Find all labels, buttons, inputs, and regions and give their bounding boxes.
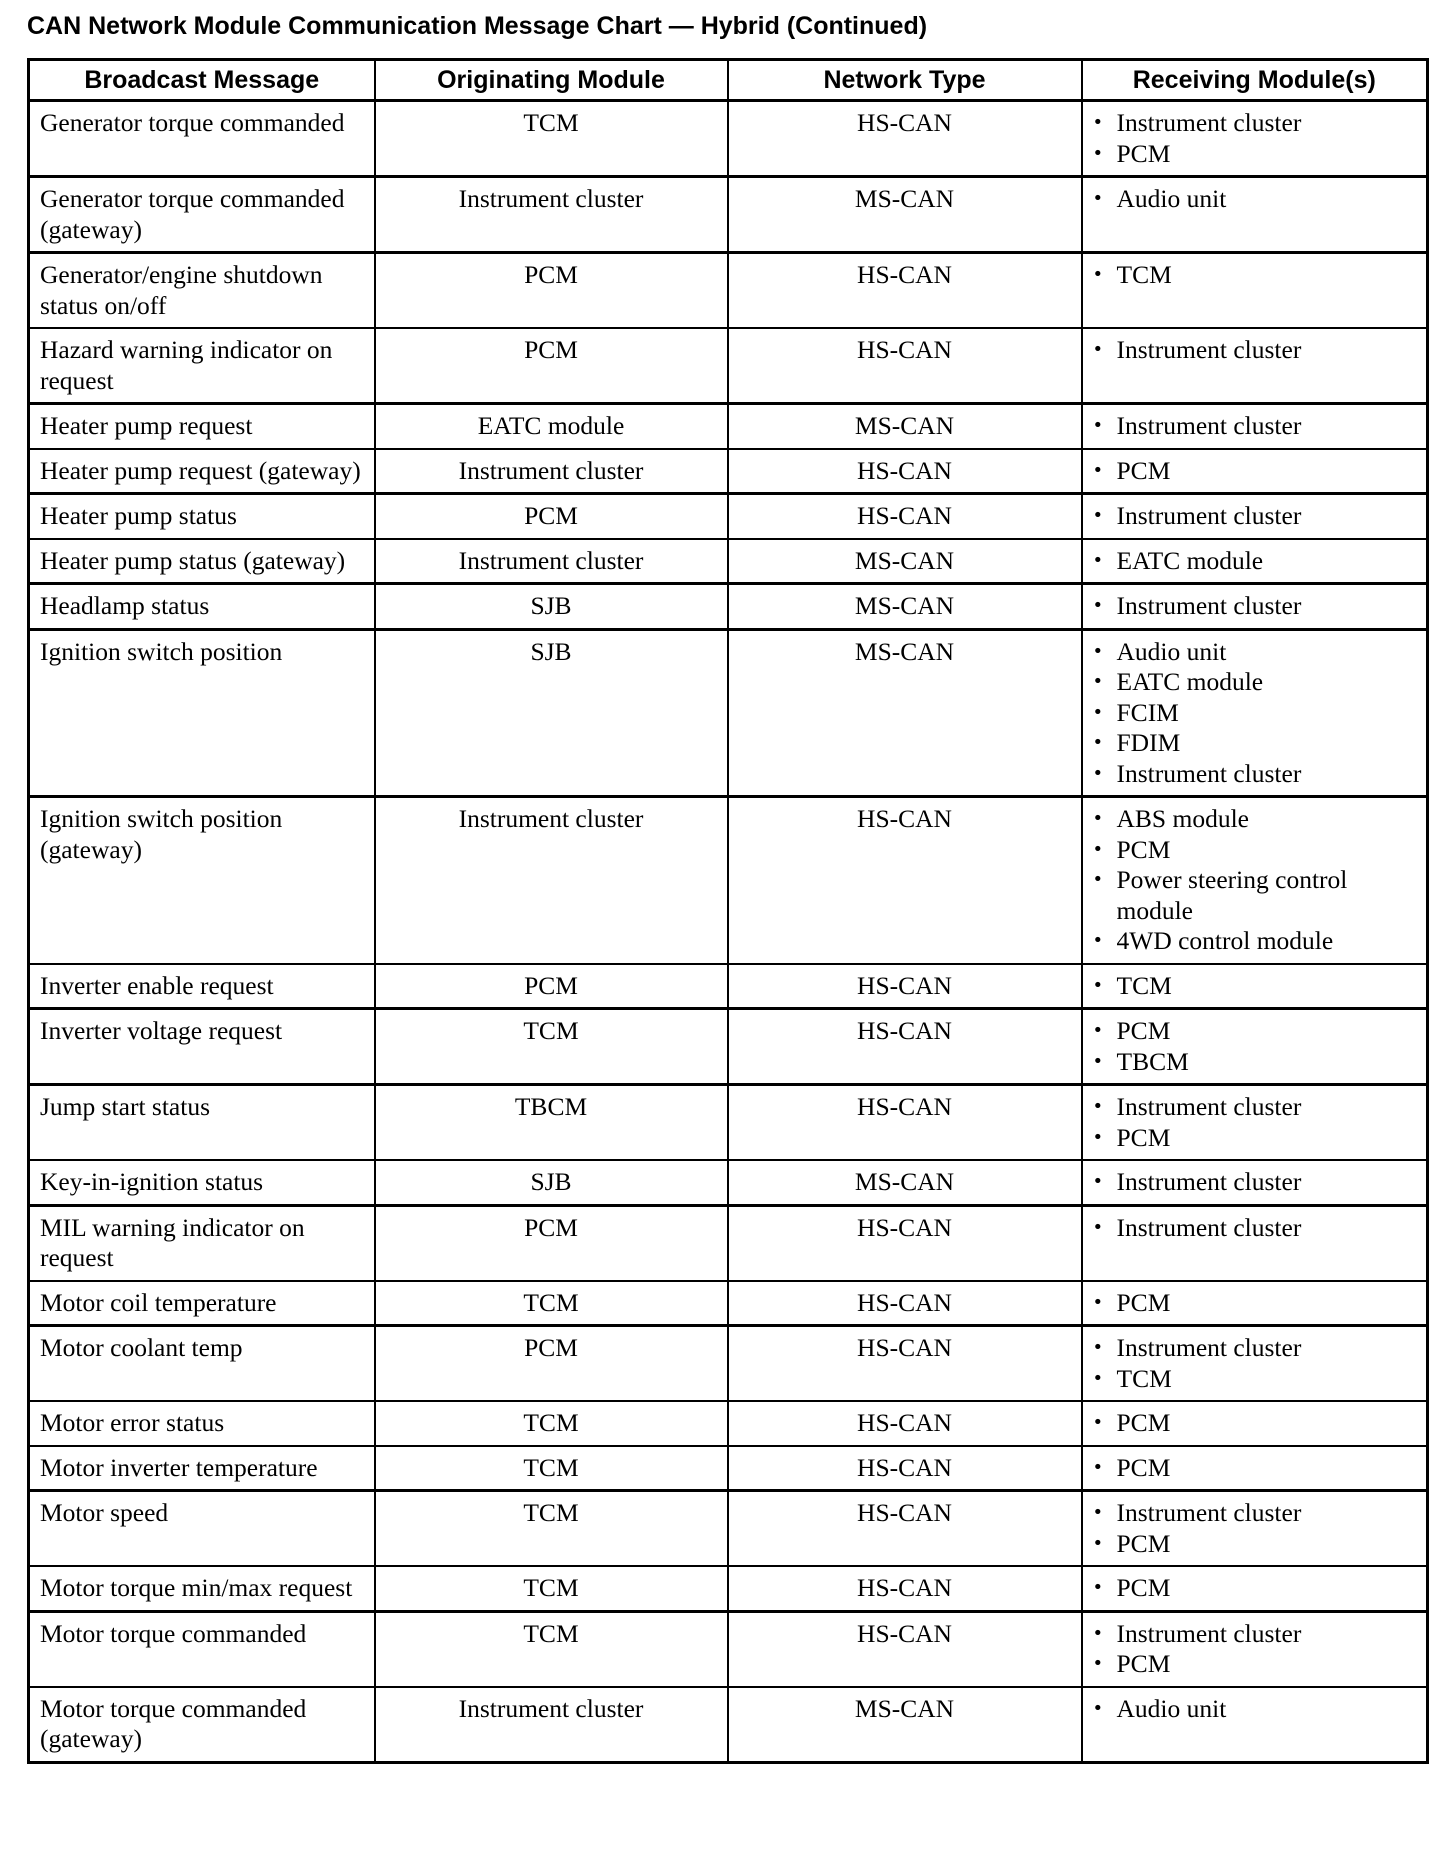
- broadcast-message-cell: Ignition switch position (gateway): [29, 797, 375, 964]
- originating-module-cell: SJB: [375, 629, 728, 797]
- receiving-module-item: [1093, 1288, 1417, 1319]
- receiving-modules-list: [1093, 1333, 1417, 1394]
- broadcast-message-cell: Generator torque commanded: [29, 101, 375, 177]
- bullet-icon: •: [1092, 505, 1104, 526]
- bullet-icon: •: [1092, 549, 1104, 571]
- table-row: [29, 584, 1428, 630]
- receiving-modules-list: [1093, 1453, 1417, 1484]
- bullet-icon: •: [1092, 1653, 1104, 1674]
- receiving-module-label: PCM: [1116, 1452, 1171, 1482]
- originating-module-cell: TBCM: [375, 1085, 728, 1161]
- broadcast-message-cell: Motor coolant temp: [29, 1326, 375, 1402]
- receiving-modules-list: [1093, 260, 1417, 291]
- receiving-module-item: [1093, 926, 1417, 957]
- network-type-cell: HS-CAN: [728, 797, 1082, 964]
- table-row: [29, 177, 1428, 253]
- table-row: [29, 449, 1428, 494]
- bullet-icon: •: [1092, 142, 1104, 164]
- originating-module-cell: TCM: [375, 101, 728, 177]
- receiving-module-item: [1093, 1529, 1417, 1560]
- network-type-cell: HS-CAN: [728, 1446, 1082, 1491]
- receiving-module-label: TCM: [1116, 260, 1172, 289]
- bullet-icon: •: [1092, 112, 1104, 133]
- receiving-modules-cell: [1082, 449, 1428, 494]
- bullet-icon: •: [1092, 1171, 1104, 1192]
- receiving-modules-list: [1093, 456, 1417, 487]
- receiving-modules-cell: [1082, 1687, 1428, 1763]
- table-row: [29, 1566, 1428, 1611]
- originating-module-cell: TCM: [375, 1611, 728, 1687]
- table-row: [29, 1401, 1428, 1446]
- table-row: [29, 1205, 1428, 1281]
- receiving-modules-cell: [1082, 797, 1428, 964]
- table-row: [29, 1281, 1428, 1326]
- receiving-modules-cell: [1082, 584, 1428, 630]
- originating-module-cell: PCM: [375, 964, 728, 1009]
- receiving-modules-cell: [1082, 1491, 1428, 1567]
- receiving-modules-cell: [1082, 539, 1428, 584]
- receiving-module-item: [1093, 184, 1417, 215]
- receiving-module-item: [1093, 728, 1417, 759]
- receiving-modules-cell: [1082, 177, 1428, 253]
- receiving-modules-list: [1093, 1092, 1417, 1153]
- receiving-module-label: Instrument cluster: [1116, 501, 1302, 530]
- network-type-cell: HS-CAN: [728, 494, 1082, 539]
- network-type-cell: HS-CAN: [728, 1566, 1082, 1611]
- table-row: [29, 1611, 1428, 1687]
- network-type-cell: MS-CAN: [728, 1160, 1082, 1205]
- can-message-chart-table: [27, 58, 1429, 1764]
- receiving-module-item: [1093, 1453, 1417, 1484]
- originating-module-cell: PCM: [375, 1205, 728, 1281]
- receiving-module-item: [1093, 501, 1417, 532]
- receiving-module-item: [1093, 804, 1417, 835]
- receiving-modules-list: [1093, 804, 1417, 957]
- receiving-modules-list: [1093, 335, 1417, 366]
- originating-module-cell: TCM: [375, 1566, 728, 1611]
- originating-module-cell: Instrument cluster: [375, 177, 728, 253]
- receiving-module-item: [1093, 1649, 1417, 1680]
- bullet-icon: •: [1092, 1291, 1104, 1313]
- originating-module-cell: TCM: [375, 1401, 728, 1446]
- bullet-icon: •: [1092, 640, 1104, 662]
- receiving-modules-cell: [1082, 964, 1428, 1009]
- receiving-module-label: Audio unit: [1116, 1693, 1227, 1723]
- table-row: [29, 328, 1428, 404]
- receiving-module-label: PCM: [1116, 1016, 1171, 1045]
- bullet-icon: •: [1092, 732, 1104, 753]
- receiving-module-label: TCM: [1116, 1363, 1172, 1393]
- broadcast-message-cell: Motor torque commanded: [29, 1611, 375, 1687]
- network-type-cell: MS-CAN: [728, 404, 1082, 449]
- receiving-module-item: [1093, 1123, 1417, 1154]
- broadcast-message-cell: Motor inverter temperature: [29, 1446, 375, 1491]
- table-row: [29, 629, 1428, 797]
- receiving-module-label: Instrument cluster: [1116, 758, 1302, 788]
- bullet-icon: •: [1092, 1456, 1104, 1478]
- receiving-module-item: [1093, 1167, 1417, 1198]
- table-row: [29, 1491, 1428, 1567]
- table-header-row: [29, 60, 1428, 101]
- receiving-module-item: [1093, 835, 1417, 866]
- table-row: [29, 1326, 1428, 1402]
- receiving-module-item: [1093, 1408, 1417, 1439]
- originating-module-cell: Instrument cluster: [375, 797, 728, 964]
- network-type-cell: HS-CAN: [728, 449, 1082, 494]
- network-type-cell: HS-CAN: [728, 1085, 1082, 1161]
- originating-module-cell: TCM: [375, 1281, 728, 1326]
- bullet-icon: •: [1092, 188, 1104, 209]
- receiving-module-label: Instrument cluster: [1116, 1212, 1302, 1242]
- receiving-modules-cell: [1082, 1446, 1428, 1491]
- broadcast-message-cell: Heater pump request: [29, 404, 375, 449]
- receiving-module-label: FCIM: [1116, 697, 1179, 727]
- receiving-modules-list: [1093, 1213, 1417, 1244]
- originating-module-cell: TCM: [375, 1491, 728, 1567]
- broadcast-message-cell: MIL warning indicator on request: [29, 1205, 375, 1281]
- bullet-icon: •: [1092, 595, 1104, 616]
- network-type-cell: HS-CAN: [728, 1491, 1082, 1567]
- bullet-icon: •: [1092, 701, 1104, 723]
- receiving-modules-list: [1093, 1167, 1417, 1198]
- bullet-icon: •: [1092, 671, 1104, 692]
- bullet-icon: •: [1092, 1337, 1104, 1358]
- receiving-module-label: EATC module: [1116, 545, 1264, 575]
- receiving-module-item: [1093, 1364, 1417, 1395]
- network-type-cell: HS-CAN: [728, 1009, 1082, 1085]
- receiving-module-label: PCM: [1116, 1528, 1171, 1558]
- bullet-icon: •: [1092, 1216, 1104, 1238]
- receiving-modules-list: [1093, 1573, 1417, 1604]
- table-row: [29, 1085, 1428, 1161]
- receiving-modules-list: [1093, 637, 1417, 790]
- bullet-icon: •: [1092, 1577, 1104, 1598]
- receiving-module-label: Instrument cluster: [1116, 108, 1302, 137]
- receiving-module-label: 4WD control module: [1116, 926, 1334, 955]
- receiving-module-label: TBCM: [1116, 1046, 1189, 1076]
- originating-module-cell: Instrument cluster: [375, 539, 728, 584]
- table-row: [29, 539, 1428, 584]
- receiving-module-label: Instrument cluster: [1116, 335, 1302, 364]
- table-row: [29, 494, 1428, 539]
- receiving-modules-cell: [1082, 1611, 1428, 1687]
- receiving-module-label: Instrument cluster: [1116, 411, 1302, 440]
- broadcast-message-cell: Motor speed: [29, 1491, 375, 1567]
- bullet-icon: •: [1092, 339, 1104, 360]
- receiving-modules-list: [1093, 546, 1417, 577]
- table-row: [29, 1446, 1428, 1491]
- network-type-cell: MS-CAN: [728, 177, 1082, 253]
- receiving-module-item: [1093, 1573, 1417, 1604]
- table-row: [29, 797, 1428, 964]
- originating-module-cell: Instrument cluster: [375, 449, 728, 494]
- bullet-icon: •: [1092, 762, 1104, 784]
- receiving-modules-list: [1093, 501, 1417, 532]
- network-type-cell: HS-CAN: [728, 101, 1082, 177]
- receiving-modules-cell: [1082, 1160, 1428, 1205]
- originating-module-cell: TCM: [375, 1446, 728, 1491]
- receiving-modules-list: [1093, 108, 1417, 169]
- receiving-module-item: [1093, 971, 1417, 1002]
- receiving-modules-list: [1093, 1408, 1417, 1439]
- broadcast-message-cell: Jump start status: [29, 1085, 375, 1161]
- receiving-modules-cell: [1082, 1009, 1428, 1085]
- receiving-module-item: [1093, 1333, 1417, 1364]
- receiving-modules-cell: [1082, 1281, 1428, 1326]
- receiving-modules-cell: [1082, 101, 1428, 177]
- receiving-module-label: PCM: [1116, 1649, 1171, 1678]
- receiving-module-item: [1093, 865, 1417, 926]
- originating-module-cell: PCM: [375, 494, 728, 539]
- table-body: [29, 101, 1428, 1763]
- broadcast-message-cell: Inverter voltage request: [29, 1009, 375, 1085]
- receiving-module-item: [1093, 1619, 1417, 1650]
- receiving-module-label: Instrument cluster: [1116, 1167, 1302, 1196]
- receiving-module-item: [1093, 591, 1417, 622]
- receiving-module-item: [1093, 456, 1417, 487]
- network-type-cell: MS-CAN: [728, 584, 1082, 630]
- header-originating-module: Originating Module: [375, 60, 728, 101]
- receiving-modules-list: [1093, 971, 1417, 1002]
- bullet-icon: •: [1092, 1367, 1104, 1389]
- receiving-module-item: [1093, 1016, 1417, 1047]
- table-row: [29, 964, 1428, 1009]
- network-type-cell: HS-CAN: [728, 964, 1082, 1009]
- bullet-icon: •: [1092, 264, 1104, 285]
- broadcast-message-cell: Motor torque min/max request: [29, 1566, 375, 1611]
- originating-module-cell: PCM: [375, 253, 728, 329]
- broadcast-message-cell: Key-in-ignition status: [29, 1160, 375, 1205]
- receiving-module-label: Instrument cluster: [1116, 1333, 1302, 1362]
- receiving-module-label: Instrument cluster: [1116, 1092, 1302, 1121]
- broadcast-message-cell: Heater pump status (gateway): [29, 539, 375, 584]
- table-row: [29, 1687, 1428, 1763]
- bullet-icon: •: [1092, 974, 1104, 996]
- broadcast-message-cell: Generator/engine shutdown status on/off: [29, 253, 375, 329]
- receiving-modules-cell: [1082, 1205, 1428, 1281]
- receiving-modules-list: [1093, 591, 1417, 622]
- receiving-module-label: PCM: [1116, 1122, 1171, 1152]
- bullet-icon: •: [1092, 869, 1104, 890]
- receiving-module-label: Instrument cluster: [1116, 1498, 1302, 1527]
- bullet-icon: •: [1092, 1532, 1104, 1554]
- table-row: [29, 1160, 1428, 1205]
- network-type-cell: HS-CAN: [728, 253, 1082, 329]
- receiving-modules-list: [1093, 1619, 1417, 1680]
- receiving-module-label: PCM: [1116, 834, 1171, 864]
- bullet-icon: •: [1092, 415, 1104, 436]
- receiving-modules-list: [1093, 1288, 1417, 1319]
- receiving-module-label: PCM: [1116, 138, 1171, 168]
- network-type-cell: HS-CAN: [728, 1611, 1082, 1687]
- broadcast-message-cell: Inverter enable request: [29, 964, 375, 1009]
- table-row: [29, 404, 1428, 449]
- network-type-cell: MS-CAN: [728, 1687, 1082, 1763]
- receiving-module-label: Instrument cluster: [1116, 591, 1302, 620]
- receiving-module-label: FDIM: [1116, 728, 1181, 757]
- receiving-modules-cell: [1082, 1085, 1428, 1161]
- bullet-icon: •: [1092, 1502, 1104, 1523]
- header-broadcast-message: Broadcast Message: [29, 60, 375, 101]
- originating-module-cell: SJB: [375, 584, 728, 630]
- table-row: [29, 101, 1428, 177]
- receiving-module-item: [1093, 1213, 1417, 1244]
- receiving-modules-list: [1093, 411, 1417, 442]
- originating-module-cell: SJB: [375, 1160, 728, 1205]
- bullet-icon: •: [1092, 1126, 1104, 1148]
- receiving-module-item: [1093, 1092, 1417, 1123]
- receiving-module-label: EATC module: [1116, 667, 1264, 696]
- broadcast-message-cell: Headlamp status: [29, 584, 375, 630]
- receiving-modules-cell: [1082, 629, 1428, 797]
- originating-module-cell: TCM: [375, 1009, 728, 1085]
- receiving-module-label: Power steering control module: [1116, 865, 1348, 925]
- broadcast-message-cell: Motor torque commanded (gateway): [29, 1687, 375, 1763]
- broadcast-message-cell: Generator torque commanded (gateway): [29, 177, 375, 253]
- originating-module-cell: Instrument cluster: [375, 1687, 728, 1763]
- receiving-module-item: [1093, 139, 1417, 170]
- receiving-module-item: [1093, 1047, 1417, 1078]
- receiving-module-item: [1093, 411, 1417, 442]
- receiving-module-label: Instrument cluster: [1116, 1618, 1302, 1648]
- header-receiving-modules: Receiving Module(s): [1082, 60, 1428, 101]
- receiving-module-item: [1093, 637, 1417, 668]
- receiving-module-item: [1093, 108, 1417, 139]
- header-network-type: Network Type: [728, 60, 1082, 101]
- receiving-module-item: [1093, 1694, 1417, 1725]
- broadcast-message-cell: Motor error status: [29, 1401, 375, 1446]
- originating-module-cell: EATC module: [375, 404, 728, 449]
- receiving-modules-list: [1093, 1016, 1417, 1077]
- broadcast-message-cell: Ignition switch position: [29, 629, 375, 797]
- receiving-module-item: [1093, 260, 1417, 291]
- receiving-module-label: ABS module: [1116, 804, 1249, 833]
- receiving-module-label: Audio unit: [1116, 184, 1227, 213]
- broadcast-message-cell: Heater pump request (gateway): [29, 449, 375, 494]
- page-title: CAN Network Module Communication Message Chart — Hybrid (Continued): [27, 12, 928, 40]
- bullet-icon: •: [1092, 1096, 1104, 1117]
- receiving-modules-list: [1093, 1498, 1417, 1559]
- originating-module-cell: PCM: [375, 328, 728, 404]
- network-type-cell: MS-CAN: [728, 629, 1082, 797]
- receiving-modules-cell: [1082, 253, 1428, 329]
- table-row: [29, 1009, 1428, 1085]
- broadcast-message-cell: Heater pump status: [29, 494, 375, 539]
- network-type-cell: HS-CAN: [728, 1281, 1082, 1326]
- table-row: [29, 253, 1428, 329]
- receiving-modules-cell: [1082, 1326, 1428, 1402]
- receiving-modules-list: [1093, 184, 1417, 215]
- receiving-module-label: PCM: [1116, 1408, 1171, 1437]
- network-type-cell: MS-CAN: [728, 539, 1082, 584]
- network-type-cell: HS-CAN: [728, 1401, 1082, 1446]
- bullet-icon: •: [1092, 1412, 1104, 1433]
- bullet-icon: •: [1092, 838, 1104, 860]
- network-type-cell: HS-CAN: [728, 1205, 1082, 1281]
- receiving-module-label: PCM: [1116, 1573, 1171, 1602]
- receiving-module-label: Audio unit: [1116, 636, 1227, 666]
- bullet-icon: •: [1092, 1622, 1104, 1644]
- receiving-modules-cell: [1082, 494, 1428, 539]
- bullet-icon: •: [1092, 459, 1104, 481]
- originating-module-cell: PCM: [375, 1326, 728, 1402]
- receiving-module-item: [1093, 1498, 1417, 1529]
- receiving-modules-cell: [1082, 328, 1428, 404]
- broadcast-message-cell: Motor coil temperature: [29, 1281, 375, 1326]
- receiving-module-item: [1093, 667, 1417, 698]
- broadcast-message-cell: Hazard warning indicator on request: [29, 328, 375, 404]
- receiving-modules-cell: [1082, 1566, 1428, 1611]
- bullet-icon: •: [1092, 1020, 1104, 1041]
- receiving-module-item: [1093, 546, 1417, 577]
- receiving-module-label: PCM: [1116, 1287, 1171, 1317]
- receiving-module-label: PCM: [1116, 455, 1171, 485]
- receiving-modules-cell: [1082, 404, 1428, 449]
- bullet-icon: •: [1092, 1697, 1104, 1719]
- network-type-cell: HS-CAN: [728, 328, 1082, 404]
- network-type-cell: HS-CAN: [728, 1326, 1082, 1402]
- receiving-module-label: TCM: [1116, 970, 1172, 1000]
- bullet-icon: •: [1092, 808, 1104, 829]
- receiving-module-item: [1093, 759, 1417, 790]
- receiving-module-item: [1093, 698, 1417, 729]
- receiving-modules-list: [1093, 1694, 1417, 1725]
- bullet-icon: •: [1092, 1050, 1104, 1072]
- bullet-icon: •: [1092, 930, 1104, 951]
- receiving-modules-cell: [1082, 1401, 1428, 1446]
- receiving-module-item: [1093, 335, 1417, 366]
